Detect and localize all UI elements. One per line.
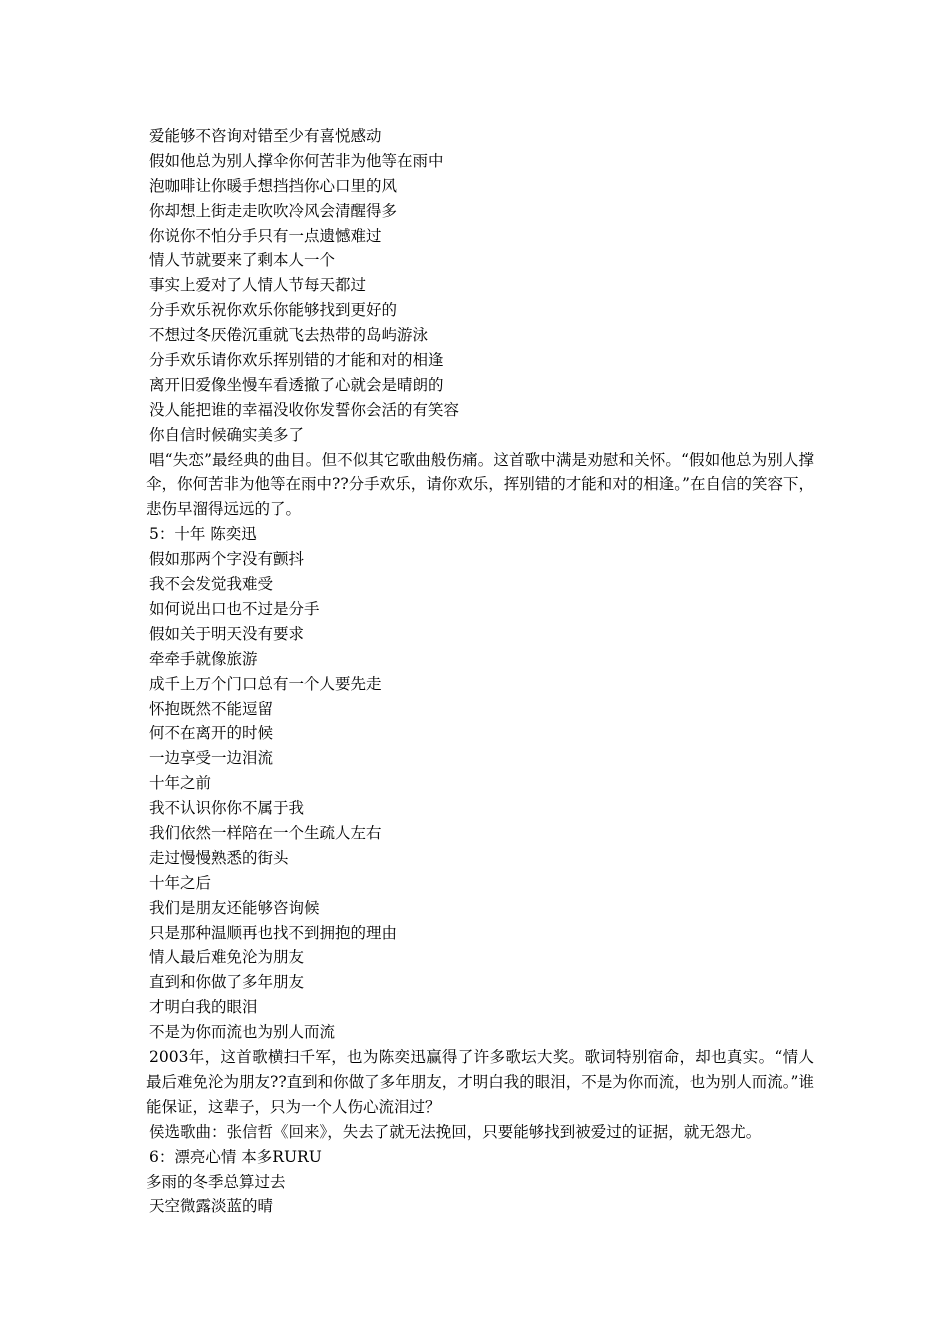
lyric-line: 爱能够不咨询对错至少有喜悦感动 bbox=[149, 127, 382, 145]
lyric-line: 假如那两个字没有颤抖 bbox=[149, 550, 305, 569]
lyric-line: 牵牵手就像旅游 bbox=[149, 649, 258, 668]
lyric-line: 离开旧爱像坐慢车看透撤了心就会是晴朗的 bbox=[149, 375, 444, 394]
lyric-line: 我不认识你你不属于我 bbox=[149, 799, 305, 818]
lyric-line: 我们依然一样陪在一个生疏人左右 bbox=[149, 823, 382, 842]
candidate-song-note: 侯选歌曲：张信哲《回来》，失去了就无法挽回，只要能够找到被爱过的证据，就无怨尤。 bbox=[149, 1122, 762, 1141]
lyric-line: 直到和你做了多年朋友 bbox=[149, 973, 305, 992]
lyric-line: 没人能把谁的幸福没收你发誓你会活的有笑容 bbox=[149, 400, 460, 419]
lyric-line: 事实上爱对了人情人节每天都过 bbox=[149, 276, 367, 295]
lyric-line: 十年之后 bbox=[149, 873, 212, 892]
lyric-line: 分手欢乐祝你欢乐你能够找到更好的 bbox=[149, 301, 398, 320]
lyric-line: 我不会发觉我难受 bbox=[149, 575, 274, 594]
lyric-line: 十年之前 bbox=[149, 774, 212, 793]
lyric-line: 如何说出口也不过是分手 bbox=[149, 599, 320, 618]
lyric-line: 一边享受一边泪流 bbox=[149, 749, 274, 768]
lyric-line: 情人节就要来了剩本人一个 bbox=[149, 251, 336, 270]
lyric-line: 走过慢慢熟悉的街头 bbox=[149, 848, 289, 867]
lyric-line: 不想过冬厌倦沉重就飞去热带的岛屿游泳 bbox=[149, 326, 429, 345]
lyric-line: 情人最后难免沦为朋友 bbox=[149, 948, 305, 967]
lyric-line: 我们是朋友还能够咨询候 bbox=[149, 898, 320, 917]
lyric-line: 你却想上街走走吹吹冷风会清醒得多 bbox=[149, 201, 398, 220]
lyric-line: 才明白我的眼泪 bbox=[149, 998, 258, 1017]
lyric-line: 假如关于明天没有要求 bbox=[149, 624, 305, 643]
song-heading: 5：十年 陈奕迅 bbox=[149, 525, 257, 544]
lyric-line: 假如他总为别人撑伞你何苦非为他等在雨中 bbox=[149, 151, 444, 170]
lyric-line: 怀抱既然不能逗留 bbox=[149, 699, 274, 718]
song-heading: 6：漂亮心情 本多RURU bbox=[149, 1147, 322, 1166]
lyric-line: 成千上万个门口总有一个人要先走 bbox=[149, 674, 382, 693]
lyric-line: 分手欢乐请你欢乐挥别错的才能和对的相逢 bbox=[149, 351, 444, 370]
lyric-line: 你自信时候确实美多了 bbox=[149, 425, 305, 444]
lyric-line: 天空微露淡蓝的晴 bbox=[149, 1197, 274, 1216]
lyric-line: 多雨的冬季总算过去 bbox=[146, 1172, 286, 1191]
commentary-paragraph: 唱“失恋”最经典的曲目。但不似其它歌曲般伤痛。这首歌中满是劝慰和关怀。“假如他总为别人撑伞，你何苦非为他等在雨中??分手欢乐，请你欢乐，挥别错的才能和对的相逢。”在自信的笑容下，悲伤早溜得远远的了。 bbox=[146, 450, 814, 519]
lyric-line: 何不在离开的时候 bbox=[149, 724, 274, 743]
document-body bbox=[146, 124, 814, 1219]
lyric-line: 只是那种温顺再也找不到拥抱的理由 bbox=[149, 923, 398, 942]
commentary-paragraph: 2003年，这首歌横扫千军，也为陈奕迅赢得了许多歌坛大奖。歌词特别宿命，却也真实。“情人最后难免沦为朋友??直到和你做了多年朋友，才明白我的眼泪，不是为你而流，也为别人而流。”谁能保证，这辈子，只为一个人伤心流泪过？ bbox=[146, 1048, 814, 1116]
lyric-line: 泡咖啡让你暖手想挡挡你心口里的风 bbox=[149, 176, 398, 195]
lyric-line: 你说你不怕分手只有一点遗憾难过 bbox=[149, 226, 382, 245]
lyric-line: 不是为你而流也为别人而流 bbox=[149, 1023, 336, 1042]
